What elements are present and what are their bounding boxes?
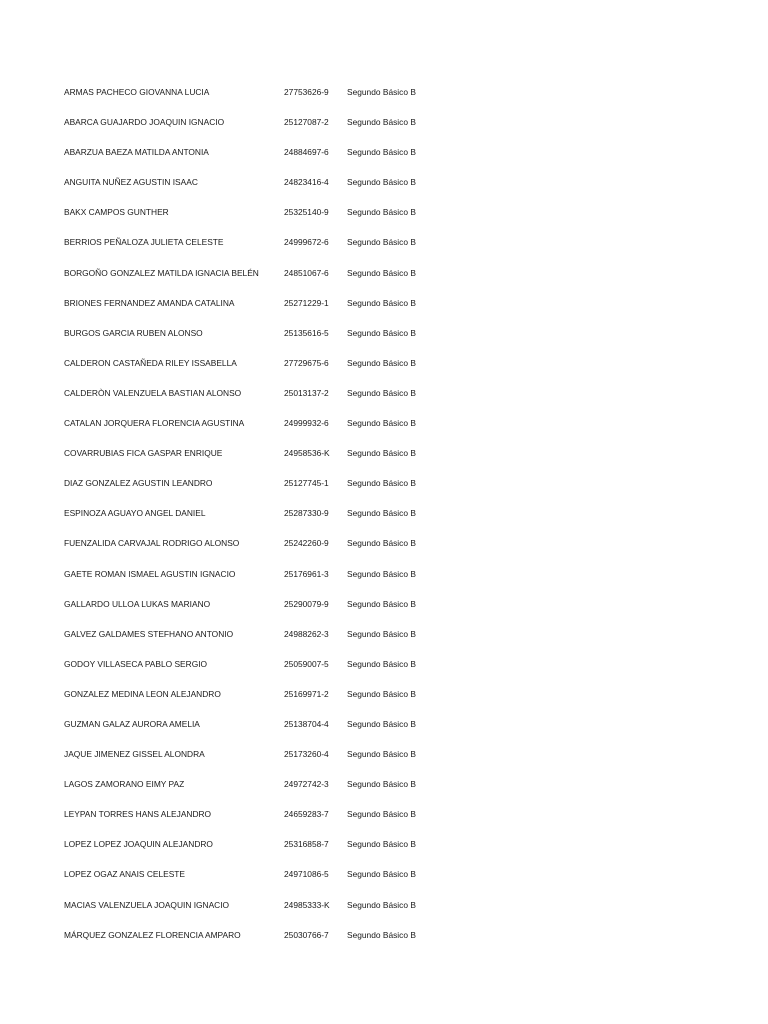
student-course: Segundo Básico B bbox=[347, 628, 416, 639]
student-rut: 25138704-4 bbox=[284, 718, 329, 729]
student-row bbox=[64, 84, 464, 114]
student-course: Segundo Básico B bbox=[347, 929, 416, 940]
student-course: Segundo Básico B bbox=[347, 237, 416, 248]
student-name: LEYPAN TORRES HANS ALEJANDRO bbox=[64, 809, 212, 820]
student-name: ANGUITA NUÑEZ AGUSTIN ISAAC bbox=[64, 177, 198, 188]
student-rut: 25325140-9 bbox=[284, 207, 329, 218]
student-course: Segundo Básico B bbox=[347, 387, 416, 398]
student-name: GALLARDO ULLOA LUKAS MARIANO bbox=[64, 598, 211, 609]
student-row bbox=[64, 234, 464, 264]
student-rut: 25173260-4 bbox=[284, 749, 329, 760]
student-name: GODOY VILLASECA PABLO SERGIO bbox=[64, 658, 208, 669]
student-name: LOPEZ OGAZ ANAIS CELESTE bbox=[64, 869, 186, 880]
student-course: Segundo Básico B bbox=[347, 718, 416, 729]
student-course: Segundo Básico B bbox=[347, 568, 416, 579]
student-name: CALDERÒN VALENZUELA BASTIAN ALONSO bbox=[64, 387, 242, 398]
student-course: Segundo Básico B bbox=[347, 357, 416, 368]
student-rut: 25242260-9 bbox=[284, 538, 329, 549]
student-row bbox=[64, 596, 464, 626]
student-name: LAGOS ZAMORANO EIMY PAZ bbox=[64, 779, 185, 790]
student-name: JAQUE JIMENEZ GISSEL ALONDRA bbox=[64, 749, 205, 760]
student-row bbox=[64, 836, 464, 866]
student-course: Segundo Básico B bbox=[347, 899, 416, 910]
student-course: Segundo Básico B bbox=[347, 809, 416, 820]
student-row bbox=[64, 897, 464, 927]
student-course: Segundo Básico B bbox=[347, 448, 416, 459]
student-row bbox=[64, 626, 464, 656]
student-course: Segundo Básico B bbox=[347, 508, 416, 519]
student-rut: 27753626-9 bbox=[284, 87, 329, 97]
student-name: CATALAN JORQUERA FLORENCIA AGUSTINA bbox=[64, 418, 245, 429]
student-course: Segundo Básico B bbox=[347, 869, 416, 880]
student-rut: 25127745-1 bbox=[284, 478, 329, 489]
student-course: Segundo Básico B bbox=[347, 478, 416, 489]
student-rut: 25169971-2 bbox=[284, 688, 329, 699]
student-course: Segundo Básico B bbox=[347, 658, 416, 669]
student-name: LOPEZ LOPEZ JOAQUIN ALEJANDRO bbox=[64, 839, 213, 850]
student-row bbox=[64, 566, 464, 596]
student-row bbox=[64, 204, 464, 234]
student-name: BORGOÑO GONZALEZ MATILDA IGNACIA BELÉN bbox=[64, 267, 259, 278]
student-rut: 27729675-6 bbox=[284, 357, 329, 368]
student-course: Segundo Básico B bbox=[347, 688, 416, 699]
student-course: Segundo Básico B bbox=[347, 87, 416, 97]
student-rut: 25271229-1 bbox=[284, 297, 329, 308]
student-course: Segundo Básico B bbox=[347, 147, 416, 158]
student-course: Segundo Básico B bbox=[347, 327, 416, 338]
student-rut: 24971086-5 bbox=[284, 869, 329, 880]
student-name: BRIONES FERNANDEZ AMANDA CATALINA bbox=[64, 297, 235, 308]
student-name: BURGOS GARCIA RUBEN ALONSO bbox=[64, 327, 203, 338]
student-row bbox=[64, 746, 464, 776]
student-row bbox=[64, 716, 464, 746]
student-rut: 25013137-2 bbox=[284, 387, 329, 398]
student-name: COVARRUBIAS FICA GASPAR ENRIQUE bbox=[64, 448, 223, 459]
student-name: BERRIOS PEÑALOZA JULIETA CELESTE bbox=[64, 237, 224, 248]
student-rut: 25030766-7 bbox=[284, 929, 329, 940]
student-rut: 24972742-3 bbox=[284, 779, 329, 790]
student-course: Segundo Básico B bbox=[347, 177, 416, 188]
student-course: Segundo Básico B bbox=[347, 117, 416, 128]
student-name: GONZALEZ MEDINA LEON ALEJANDRO bbox=[64, 688, 221, 699]
student-row bbox=[64, 776, 464, 806]
student-rut: 25290079-9 bbox=[284, 598, 329, 609]
student-row bbox=[64, 295, 464, 325]
student-rut: 24884697-6 bbox=[284, 147, 329, 158]
student-name: DIAZ GONZALEZ AGUSTIN LEANDRO bbox=[64, 478, 213, 489]
student-row bbox=[64, 144, 464, 174]
student-rut: 25287330-9 bbox=[284, 508, 329, 519]
student-name: ABARCA GUAJARDO JOAQUIN IGNACIO bbox=[64, 117, 225, 128]
student-rut: 25176961-3 bbox=[284, 568, 329, 579]
student-course: Segundo Básico B bbox=[347, 839, 416, 850]
student-rut: 25135616-5 bbox=[284, 327, 329, 338]
student-name: GUZMAN GALAZ AURORA AMELIA bbox=[64, 718, 200, 729]
student-name: FUENZALIDA CARVAJAL RODRIGO ALONSO bbox=[64, 538, 240, 549]
student-row bbox=[64, 114, 464, 144]
student-list bbox=[64, 84, 464, 957]
student-row bbox=[64, 325, 464, 355]
student-name: MÁRQUEZ GONZALEZ FLORENCIA AMPARO bbox=[64, 929, 241, 940]
student-name: MACIAS VALENZUELA JOAQUIN IGNACIO bbox=[64, 899, 230, 910]
student-course: Segundo Básico B bbox=[347, 297, 416, 308]
student-row bbox=[64, 806, 464, 836]
student-course: Segundo Básico B bbox=[347, 207, 416, 218]
student-course: Segundo Básico B bbox=[347, 779, 416, 790]
student-name: GAETE ROMAN ISMAEL AGUSTIN IGNACIO bbox=[64, 568, 236, 579]
student-name: GALVEZ GALDAMES STEFHANO ANTONIO bbox=[64, 628, 234, 639]
student-rut: 25316858-7 bbox=[284, 839, 329, 850]
student-row bbox=[64, 686, 464, 716]
student-course: Segundo Básico B bbox=[347, 749, 416, 760]
student-row bbox=[64, 265, 464, 295]
student-row bbox=[64, 174, 464, 204]
student-rut: 24823416-4 bbox=[284, 177, 329, 188]
student-rut: 24985333-K bbox=[284, 899, 330, 910]
student-rut: 25127087-2 bbox=[284, 117, 329, 128]
student-row bbox=[64, 415, 464, 445]
student-name: ARMAS PACHECO GIOVANNA LUCIA bbox=[64, 87, 210, 97]
student-name: BAKX CAMPOS GUNTHER bbox=[64, 207, 169, 218]
student-course: Segundo Básico B bbox=[347, 267, 416, 278]
student-row bbox=[64, 505, 464, 535]
student-row bbox=[64, 927, 464, 957]
student-rut: 24988262-3 bbox=[284, 628, 329, 639]
student-course: Segundo Básico B bbox=[347, 598, 416, 609]
student-rut: 24999932-6 bbox=[284, 418, 329, 429]
student-course: Segundo Básico B bbox=[347, 418, 416, 429]
student-row bbox=[64, 355, 464, 385]
student-rut: 25059007-5 bbox=[284, 658, 329, 669]
student-name: ESPINOZA AGUAYO ANGEL DANIEL bbox=[64, 508, 206, 519]
student-row bbox=[64, 866, 464, 896]
student-row bbox=[64, 385, 464, 415]
student-row bbox=[64, 475, 464, 505]
student-rut: 24851067-6 bbox=[284, 267, 329, 278]
student-rut: 24659283-7 bbox=[284, 809, 329, 820]
student-row bbox=[64, 656, 464, 686]
student-row bbox=[64, 535, 464, 565]
student-course: Segundo Básico B bbox=[347, 538, 416, 549]
student-rut: 24958536-K bbox=[284, 448, 330, 459]
student-row bbox=[64, 445, 464, 475]
student-name: CALDERON CASTAÑEDA RILEY ISSABELLA bbox=[64, 357, 237, 368]
student-rut: 24999672-6 bbox=[284, 237, 329, 248]
student-name: ABARZUA BAEZA MATILDA ANTONIA bbox=[64, 147, 209, 158]
